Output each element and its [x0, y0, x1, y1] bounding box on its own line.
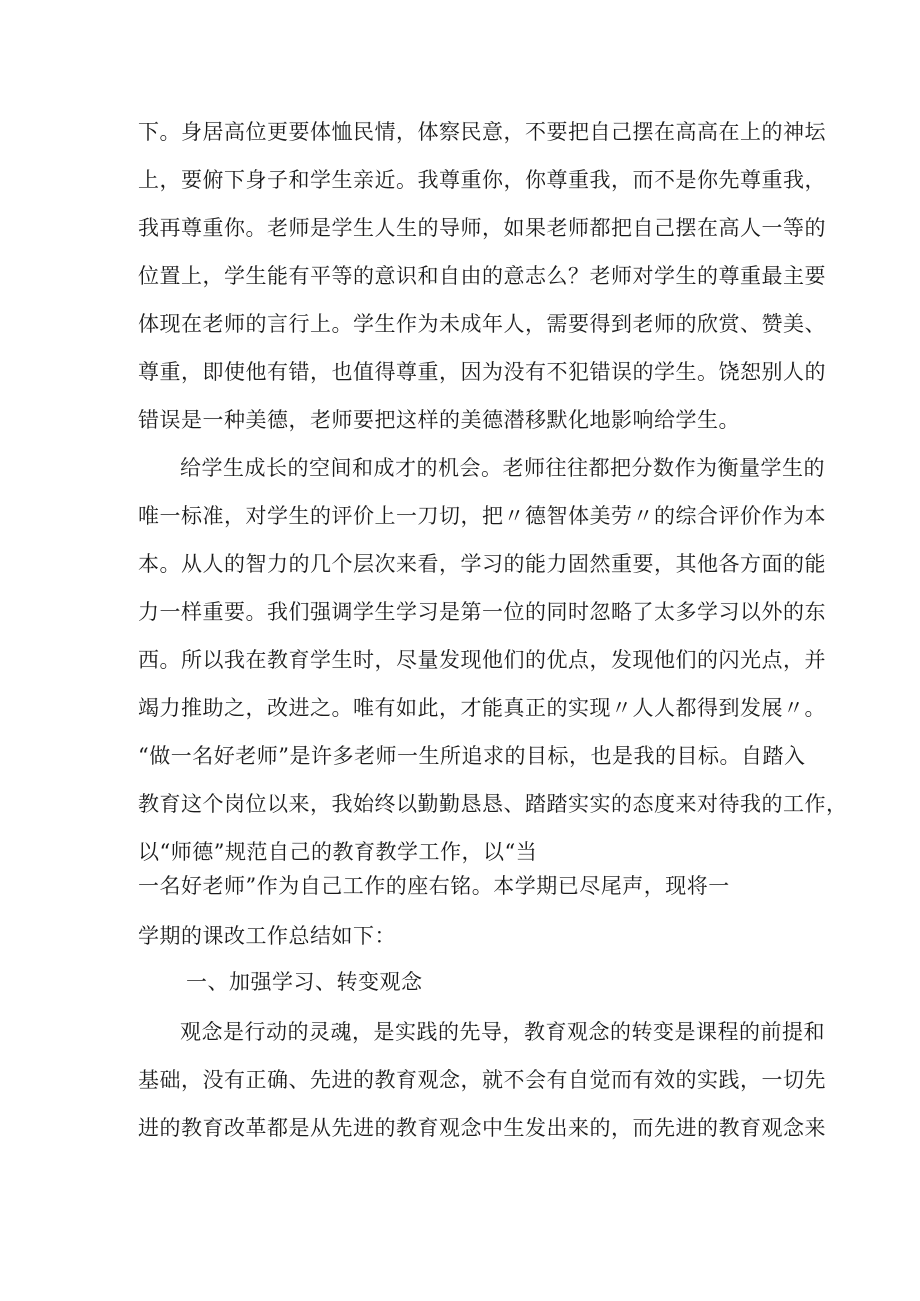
paragraph-line: 唯一标准，对学生的评价上一刀切，把〃德智体美劳〃的综合评价作为本: [138, 504, 826, 528]
paragraph-line: 上，要俯下身子和学生亲近。我尊重你，你尊重我，而不是你先尊重我，: [138, 168, 826, 192]
paragraph-line: 下。身居高位更要体恤民情，体察民意，不要把自己摆在高高在上的神坛: [138, 120, 826, 144]
paragraph-line: 进的教育改革都是从先进的教育观念中生发出来的，而先进的教育观念来: [138, 1116, 826, 1140]
section-heading: 一、加强学习、转变观念: [186, 970, 423, 994]
paragraph-line: 以“师德”规范自己的教育教学工作，以“当: [138, 840, 538, 864]
paragraph-line: 西。所以我在教育学生时，尽量发现他们的优点，发现他们的闪光点，并: [138, 648, 826, 672]
paragraph-line: 错误是一种美德，老师要把这样的美德潜移默化地影响给学生。: [138, 408, 740, 432]
paragraph-line: 给学生成长的空间和成才的机会。老师往往都把分数作为衡量学生的: [180, 456, 825, 480]
paragraph-line: 位置上，学生能有平等的意识和自由的意志么？老师对学生的尊重最主要: [138, 264, 826, 288]
paragraph-line: 一名好老师”作为自己工作的座右铭。本学期已尽尾声，现将一: [138, 874, 730, 898]
paragraph-line: 尊重，即使他有错，也值得尊重，因为没有不犯错误的学生。饶恕别人的: [138, 360, 826, 384]
paragraph-line: 力一样重要。我们强调学生学习是第一位的同时忽略了太多学习以外的东: [138, 600, 826, 624]
paragraph-line: 学期的课改工作总结如下：: [138, 924, 396, 948]
paragraph-line: 观念是行动的灵魂，是实践的先导，教育观念的转变是课程的前提和: [180, 1020, 825, 1044]
paragraph-line: 竭力推助之，改进之。唯有如此，才能真正的实现〃人人都得到发展〃。: [138, 696, 826, 720]
paragraph-line: 体现在老师的言行上。学生作为未成年人，需要得到老师的欣赏、赞美、: [138, 312, 826, 336]
paragraph-line: 我再尊重你。老师是学生人生的导师，如果老师都把自己摆在高人一等的: [138, 216, 826, 240]
paragraph-line: 基础，没有正确、先进的教育观念，就不会有自觉而有效的实践，一切先: [138, 1068, 826, 1092]
paragraph-line: “做一名好老师”是许多老师一生所追求的目标，也是我的目标。自踏入: [138, 744, 806, 768]
paragraph-line: 教育这个岗位以来，我始终以勤勤恳恳、踏踏实实的态度来对待我的工作，: [138, 792, 848, 816]
paragraph-line: 本。从人的智力的几个层次来看，学习的能力固然重要，其他各方面的能: [138, 552, 826, 576]
